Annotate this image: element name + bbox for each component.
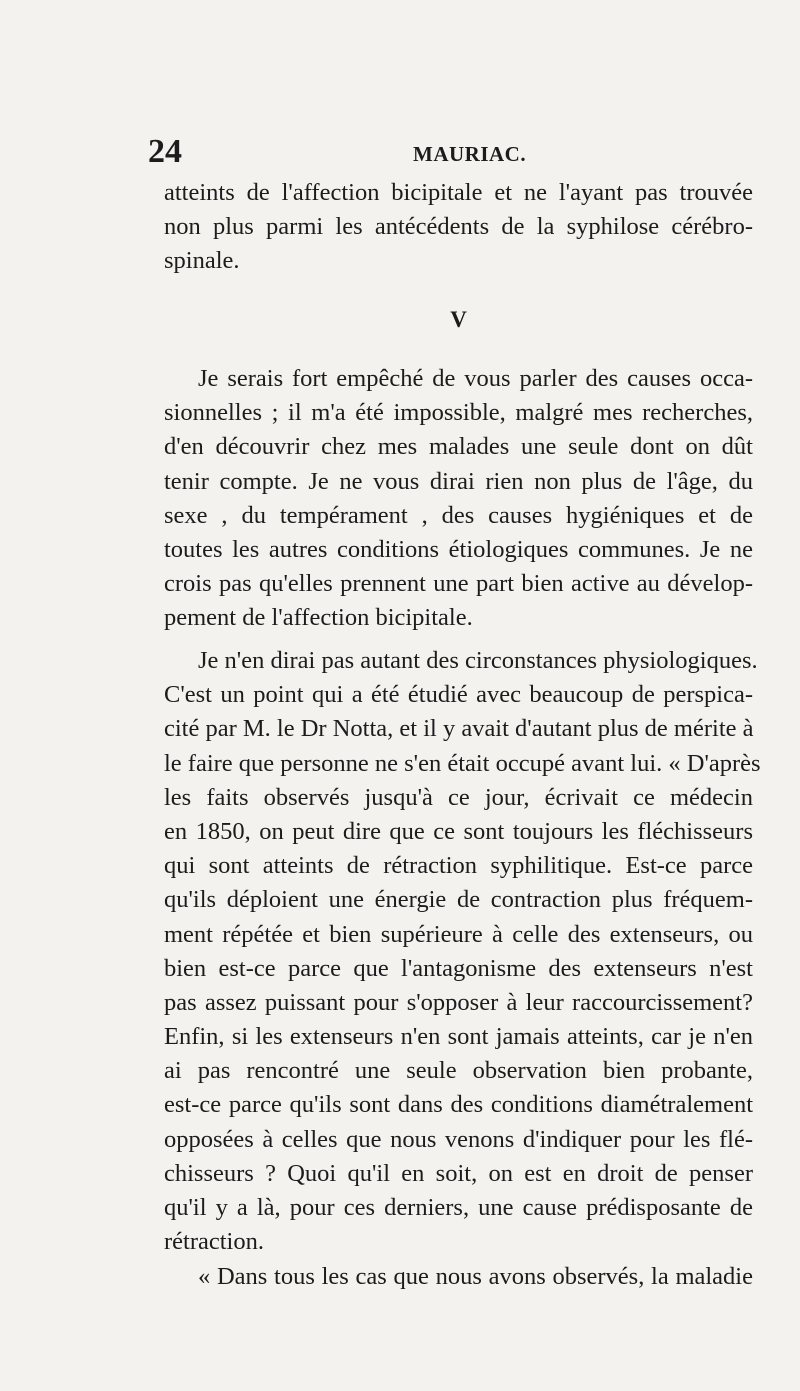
text-line: Je n'en dirai pas autant des circonstances physiologiques. xyxy=(198,647,758,674)
paragraph-physiological-circumstances xyxy=(164,644,761,1259)
text-line: d'en découvrir chez mes malades une seule dont on dût xyxy=(164,433,753,461)
text-line: pas assez puissant pour s'opposer à leur raccourcissement? xyxy=(164,988,753,1016)
text-line: en 1850, on peut dire que ce sont toujours les fléchisseurs xyxy=(164,817,753,845)
text-line: est-ce parce qu'ils sont dans des conditions diamétralement xyxy=(164,1091,753,1119)
text-line: opposées à celles que nous venons d'indiquer pour les flé- xyxy=(164,1125,753,1153)
running-head xyxy=(148,132,753,172)
text-line: qu'ils déploient une énergie de contraction plus fréquem- xyxy=(164,886,753,914)
text-line: ment répétée et bien supérieure à celle des extenseurs, ou xyxy=(164,920,753,948)
section-heading: V xyxy=(450,307,467,332)
text-line: qu'il y a là, pour ces derniers, une cause prédisposante de xyxy=(164,1194,753,1221)
text-line: Enfin, si les extenseurs n'en sont jamais atteints, car je n'en xyxy=(164,1023,753,1051)
paragraph-quotation-start xyxy=(164,1260,753,1294)
text-line: atteints de l'affection bicipitale et ne l'ayant pas trouvée xyxy=(164,179,753,206)
text-line: cité par M. le Dr Notta, et il y avait d'autant plus de mérite à xyxy=(164,715,754,743)
text-line: les faits observés jusqu'à ce jour, écrivait ce médecin xyxy=(164,783,753,811)
text-line: chisseurs ? Quoi qu'il en soit, on est en droit de penser xyxy=(164,1159,753,1187)
text-line: non plus parmi les antécédents de la syphilose cérébro- xyxy=(164,213,753,241)
text-line: « Dans tous les cas que nous avons observés, la maladie xyxy=(198,1263,753,1290)
text-line: qui sont atteints de rétraction syphilitique. Est-ce parce xyxy=(164,852,753,880)
text-line: toutes les autres conditions étiologiques communes. Je ne xyxy=(164,535,753,563)
text-line: tenir compte. Je ne vous dirai rien non plus de l'âge, du xyxy=(164,467,753,495)
text-line: C'est un point qui a été étudié avec beaucoup de perspica- xyxy=(164,681,753,709)
text-line: rétraction. xyxy=(164,1228,264,1256)
paragraph-continuation xyxy=(164,176,753,279)
text-line: sexe , du tempérament , des causes hygiéniques et de xyxy=(164,501,753,529)
page-number: 24 xyxy=(148,133,182,170)
text-line: le faire que personne ne s'en était occupé avant lui. « D'après xyxy=(164,749,761,777)
text-line: pement de l'affection bicipitale. xyxy=(164,604,473,632)
text-line: sionnelles ; il m'a été impossible, malgré mes recherches, xyxy=(164,399,753,427)
text-line: crois pas qu'elles prennent une part bien active au dévelop- xyxy=(164,570,753,598)
running-title: MAURIAC. xyxy=(413,142,527,166)
text-line: Je serais fort empêché de vous parler des causes occa- xyxy=(198,365,753,392)
text-line: bien est-ce parce que l'antagonisme des extenseurs n'est xyxy=(164,954,753,982)
text-line: spinale. xyxy=(164,247,240,275)
text-line: ai pas rencontré une seule observation bien probante, xyxy=(164,1057,753,1085)
paragraph-occasional-causes xyxy=(164,362,753,636)
